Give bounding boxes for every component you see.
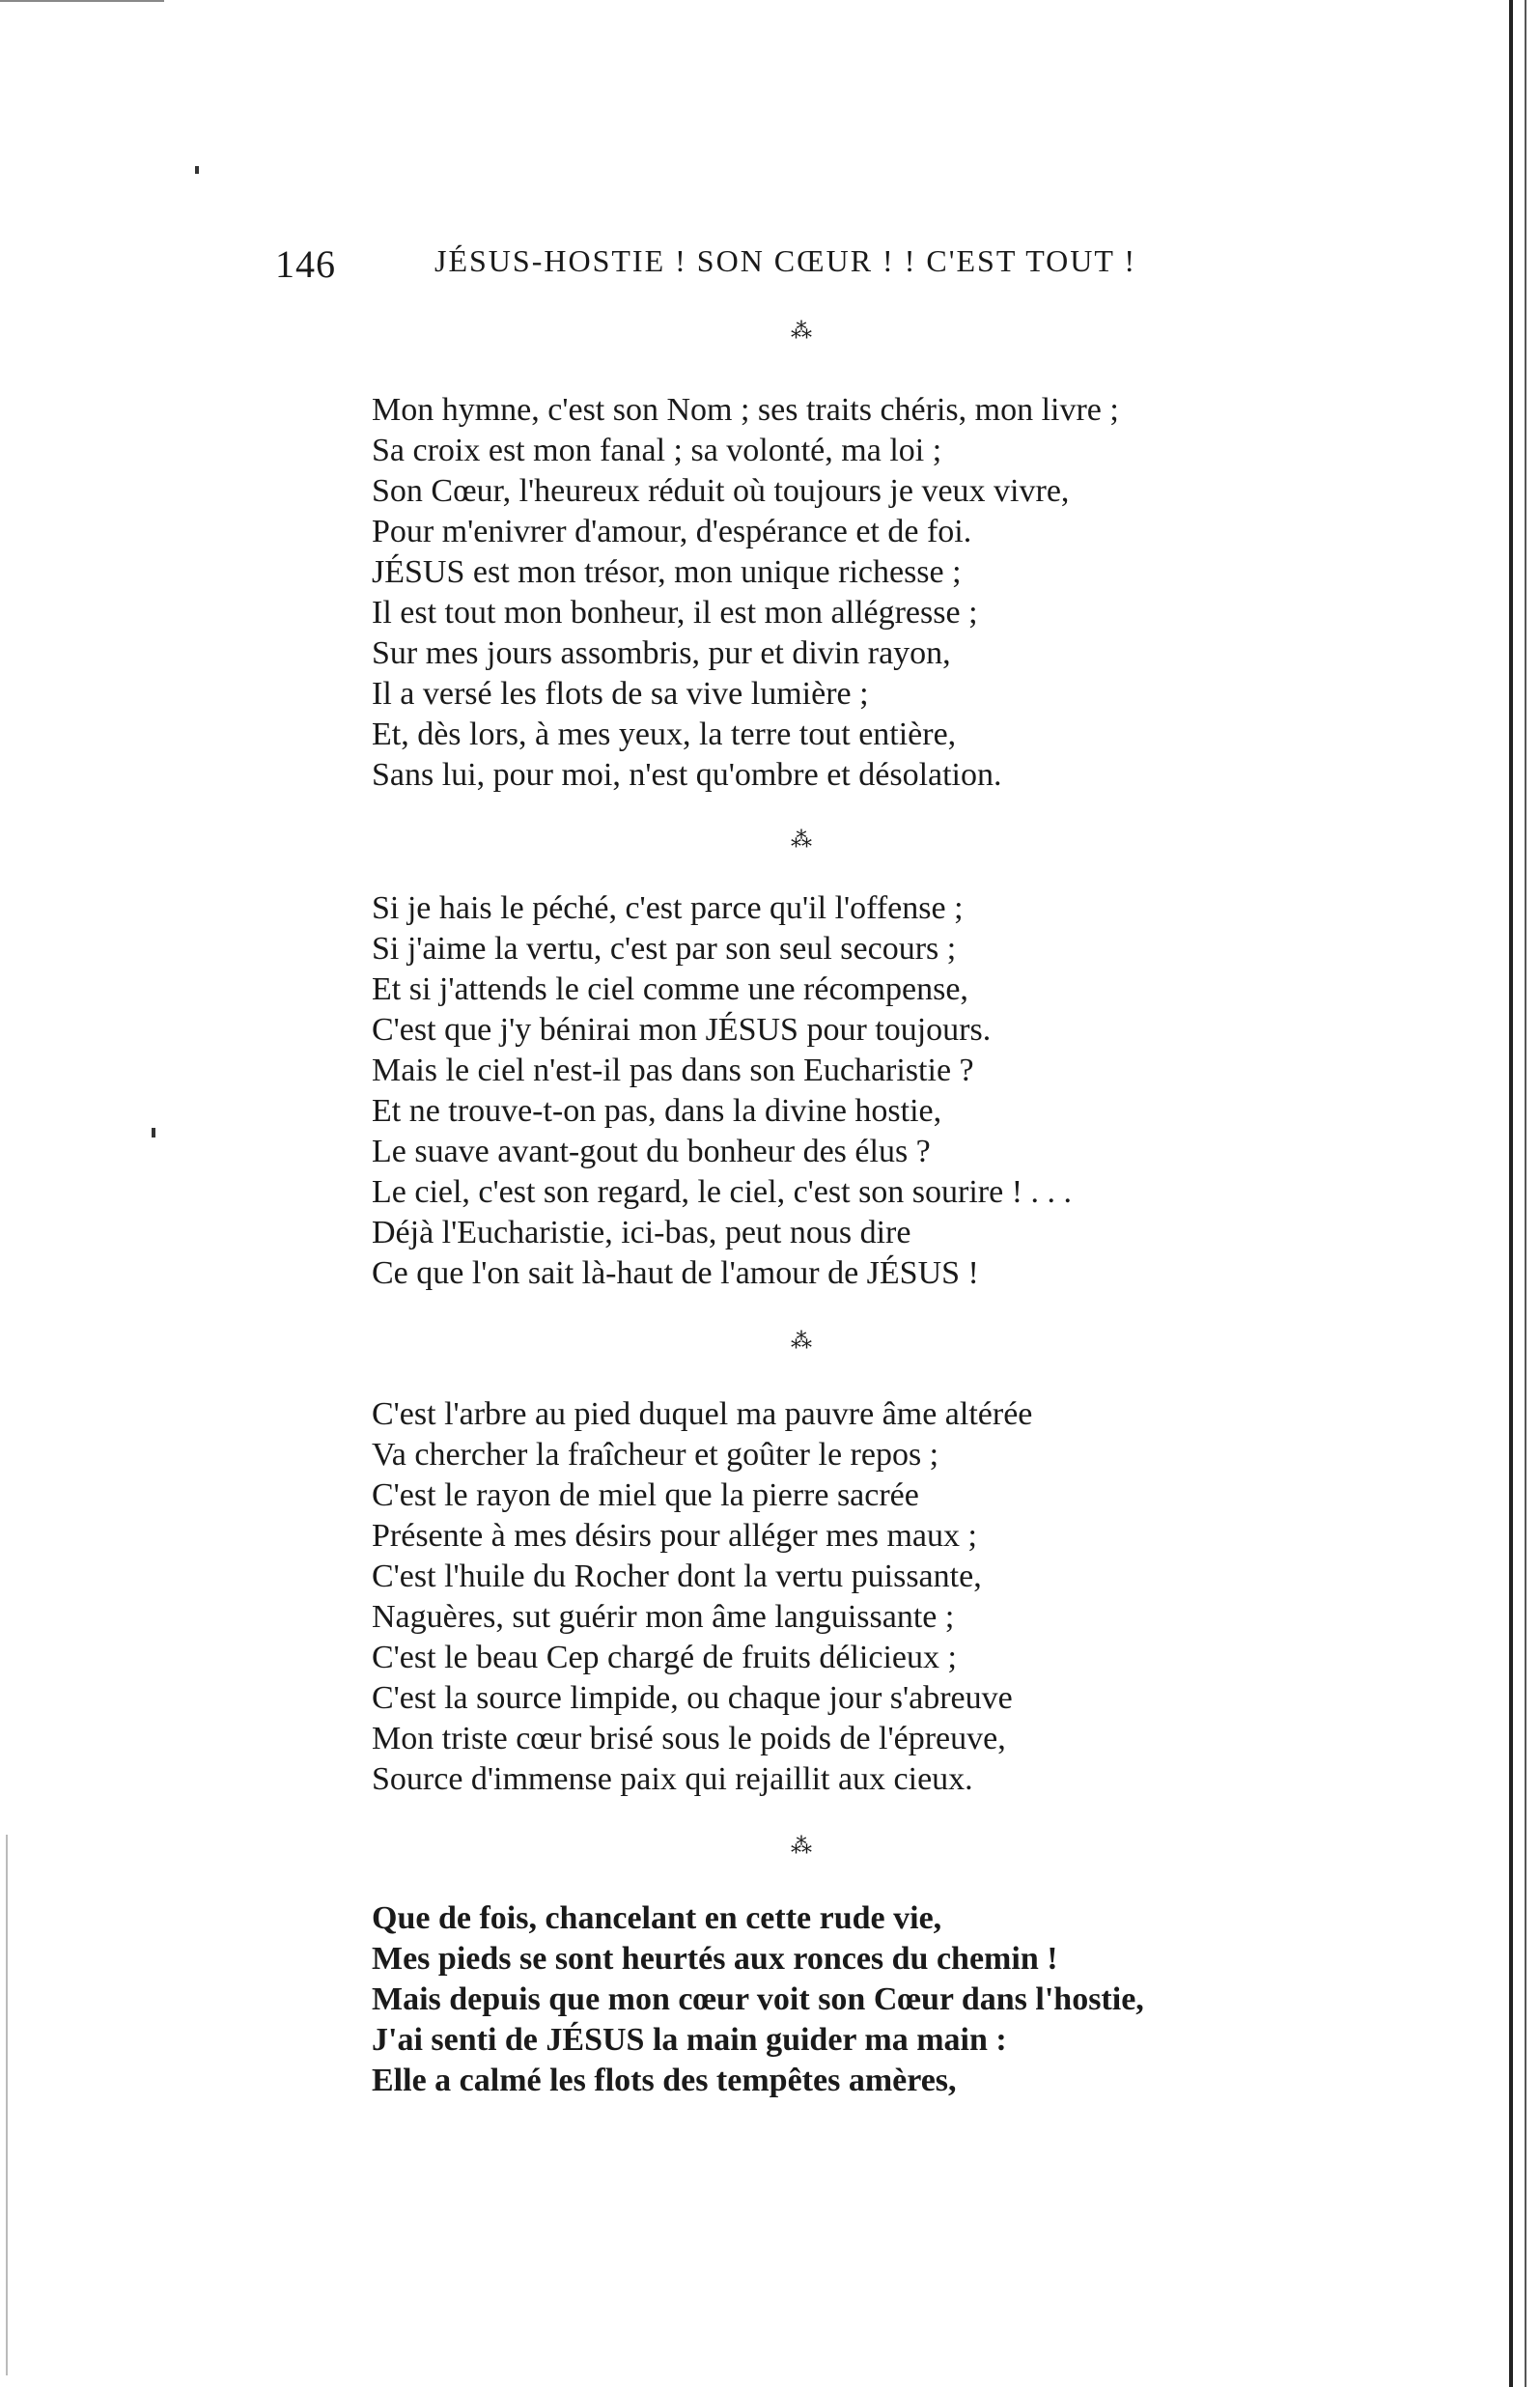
page-binding-edge-outer — [1525, 0, 1526, 2387]
stanza-separator: ⁂ — [791, 1835, 812, 1859]
verse-line: C'est que j'y bénirai mon JÉSUS pour toujours. — [372, 1012, 992, 1048]
verse-line: Déjà l'Eucharistie, ici-bas, peut nous dire — [372, 1215, 911, 1250]
page-left-edge — [6, 1835, 8, 2375]
verse-line: JÉSUS est mon trésor, mon unique richesse ; — [372, 554, 962, 590]
verse-line: Sur mes jours assombris, pur et divin rayon, — [372, 635, 951, 671]
verse-line: Elle a calmé les flots des tempêtes amères, — [372, 2063, 957, 2098]
verse-line: Il est tout mon bonheur, il est mon allégresse ; — [372, 595, 978, 631]
verse-line: C'est la source limpide, ou chaque jour s'abreuve — [372, 1680, 1013, 1716]
scan-speck — [152, 1128, 155, 1137]
stanza-2 — [372, 888, 1289, 1294]
scan-speck — [195, 166, 199, 174]
verse-line: Source d'immense paix qui rejaillit aux cieux. — [372, 1761, 973, 1797]
running-title: JÉSUS-HOSTIE ! SON CŒUR ! ! C'EST TOUT ! — [434, 243, 1137, 278]
stanza-1 — [372, 390, 1289, 796]
verse-line: Que de fois, chancelant en cette rude vie, — [372, 1900, 942, 1936]
verse-line: Présente à mes désirs pour alléger mes maux ; — [372, 1518, 977, 1554]
verse-line: J'ai senti de JÉSUS la main guider ma main : — [372, 2022, 1007, 2058]
verse-line: C'est le rayon de miel que la pierre sacrée — [372, 1477, 919, 1513]
verse-line: Et ne trouve-t-on pas, dans la divine hostie, — [372, 1093, 942, 1129]
stanza-separator: ⁂ — [791, 828, 812, 853]
verse-line: Naguères, sut guérir mon âme languissante ; — [372, 1599, 955, 1635]
verse-line: Sa croix est mon fanal ; sa volonté, ma loi ; — [372, 433, 942, 468]
verse-line: C'est le beau Cep chargé de fruits délicieux ; — [372, 1640, 957, 1675]
page-number: 146 — [275, 242, 336, 286]
page-top-rule — [0, 0, 164, 2]
running-header — [275, 241, 1250, 290]
stanza-4 — [372, 1898, 1289, 2101]
verse-line: Mes pieds se sont heurtés aux ronces du chemin ! — [372, 1941, 1058, 1977]
verse-line: Et si j'attends le ciel comme une récompense, — [372, 971, 968, 1007]
verse-line: Mon triste cœur brisé sous le poids de l'épreuve, — [372, 1721, 1006, 1756]
stanza-separator: ⁂ — [791, 320, 812, 344]
verse-line: Sans lui, pour moi, n'est qu'ombre et désolation. — [372, 757, 1002, 793]
verse-line: Si j'aime la vertu, c'est par son seul secours ; — [372, 931, 957, 967]
verse-line: Mais depuis que mon cœur voit son Cœur dans l'hostie, — [372, 1981, 1144, 2017]
verse-line: Mon hymne, c'est son Nom ; ses traits chéris, mon livre ; — [372, 392, 1119, 428]
verse-line: Et, dès lors, à mes yeux, la terre tout entière, — [372, 716, 957, 752]
verse-line: Pour m'enivrer d'amour, d'espérance et de foi. — [372, 514, 972, 549]
verse-line: Le ciel, c'est son regard, le ciel, c'est son sourire ! . . . — [372, 1174, 1073, 1210]
verse-line: Il a versé les flots de sa vive lumière ; — [372, 676, 869, 712]
verse-line: Ce que l'on sait là-haut de l'amour de JÉSUS ! — [372, 1255, 979, 1291]
verse-line: Le suave avant-gout du bonheur des élus ? — [372, 1134, 931, 1169]
stanza-separator: ⁂ — [791, 1330, 812, 1354]
verse-line: C'est l'arbre au pied duquel ma pauvre âme altérée — [372, 1396, 1033, 1432]
verse-line: Son Cœur, l'heureux réduit où toujours je veux vivre, — [372, 473, 1070, 509]
stanza-3 — [372, 1394, 1289, 1800]
verse-line: C'est l'huile du Rocher dont la vertu puissante, — [372, 1559, 982, 1594]
verse-line: Si je hais le péché, c'est parce qu'il l'offense ; — [372, 890, 964, 926]
verse-line: Va chercher la fraîcheur et goûter le repos ; — [372, 1437, 939, 1473]
page-binding-edge — [1509, 0, 1513, 2387]
verse-line: Mais le ciel n'est-il pas dans son Eucharistie ? — [372, 1053, 974, 1088]
